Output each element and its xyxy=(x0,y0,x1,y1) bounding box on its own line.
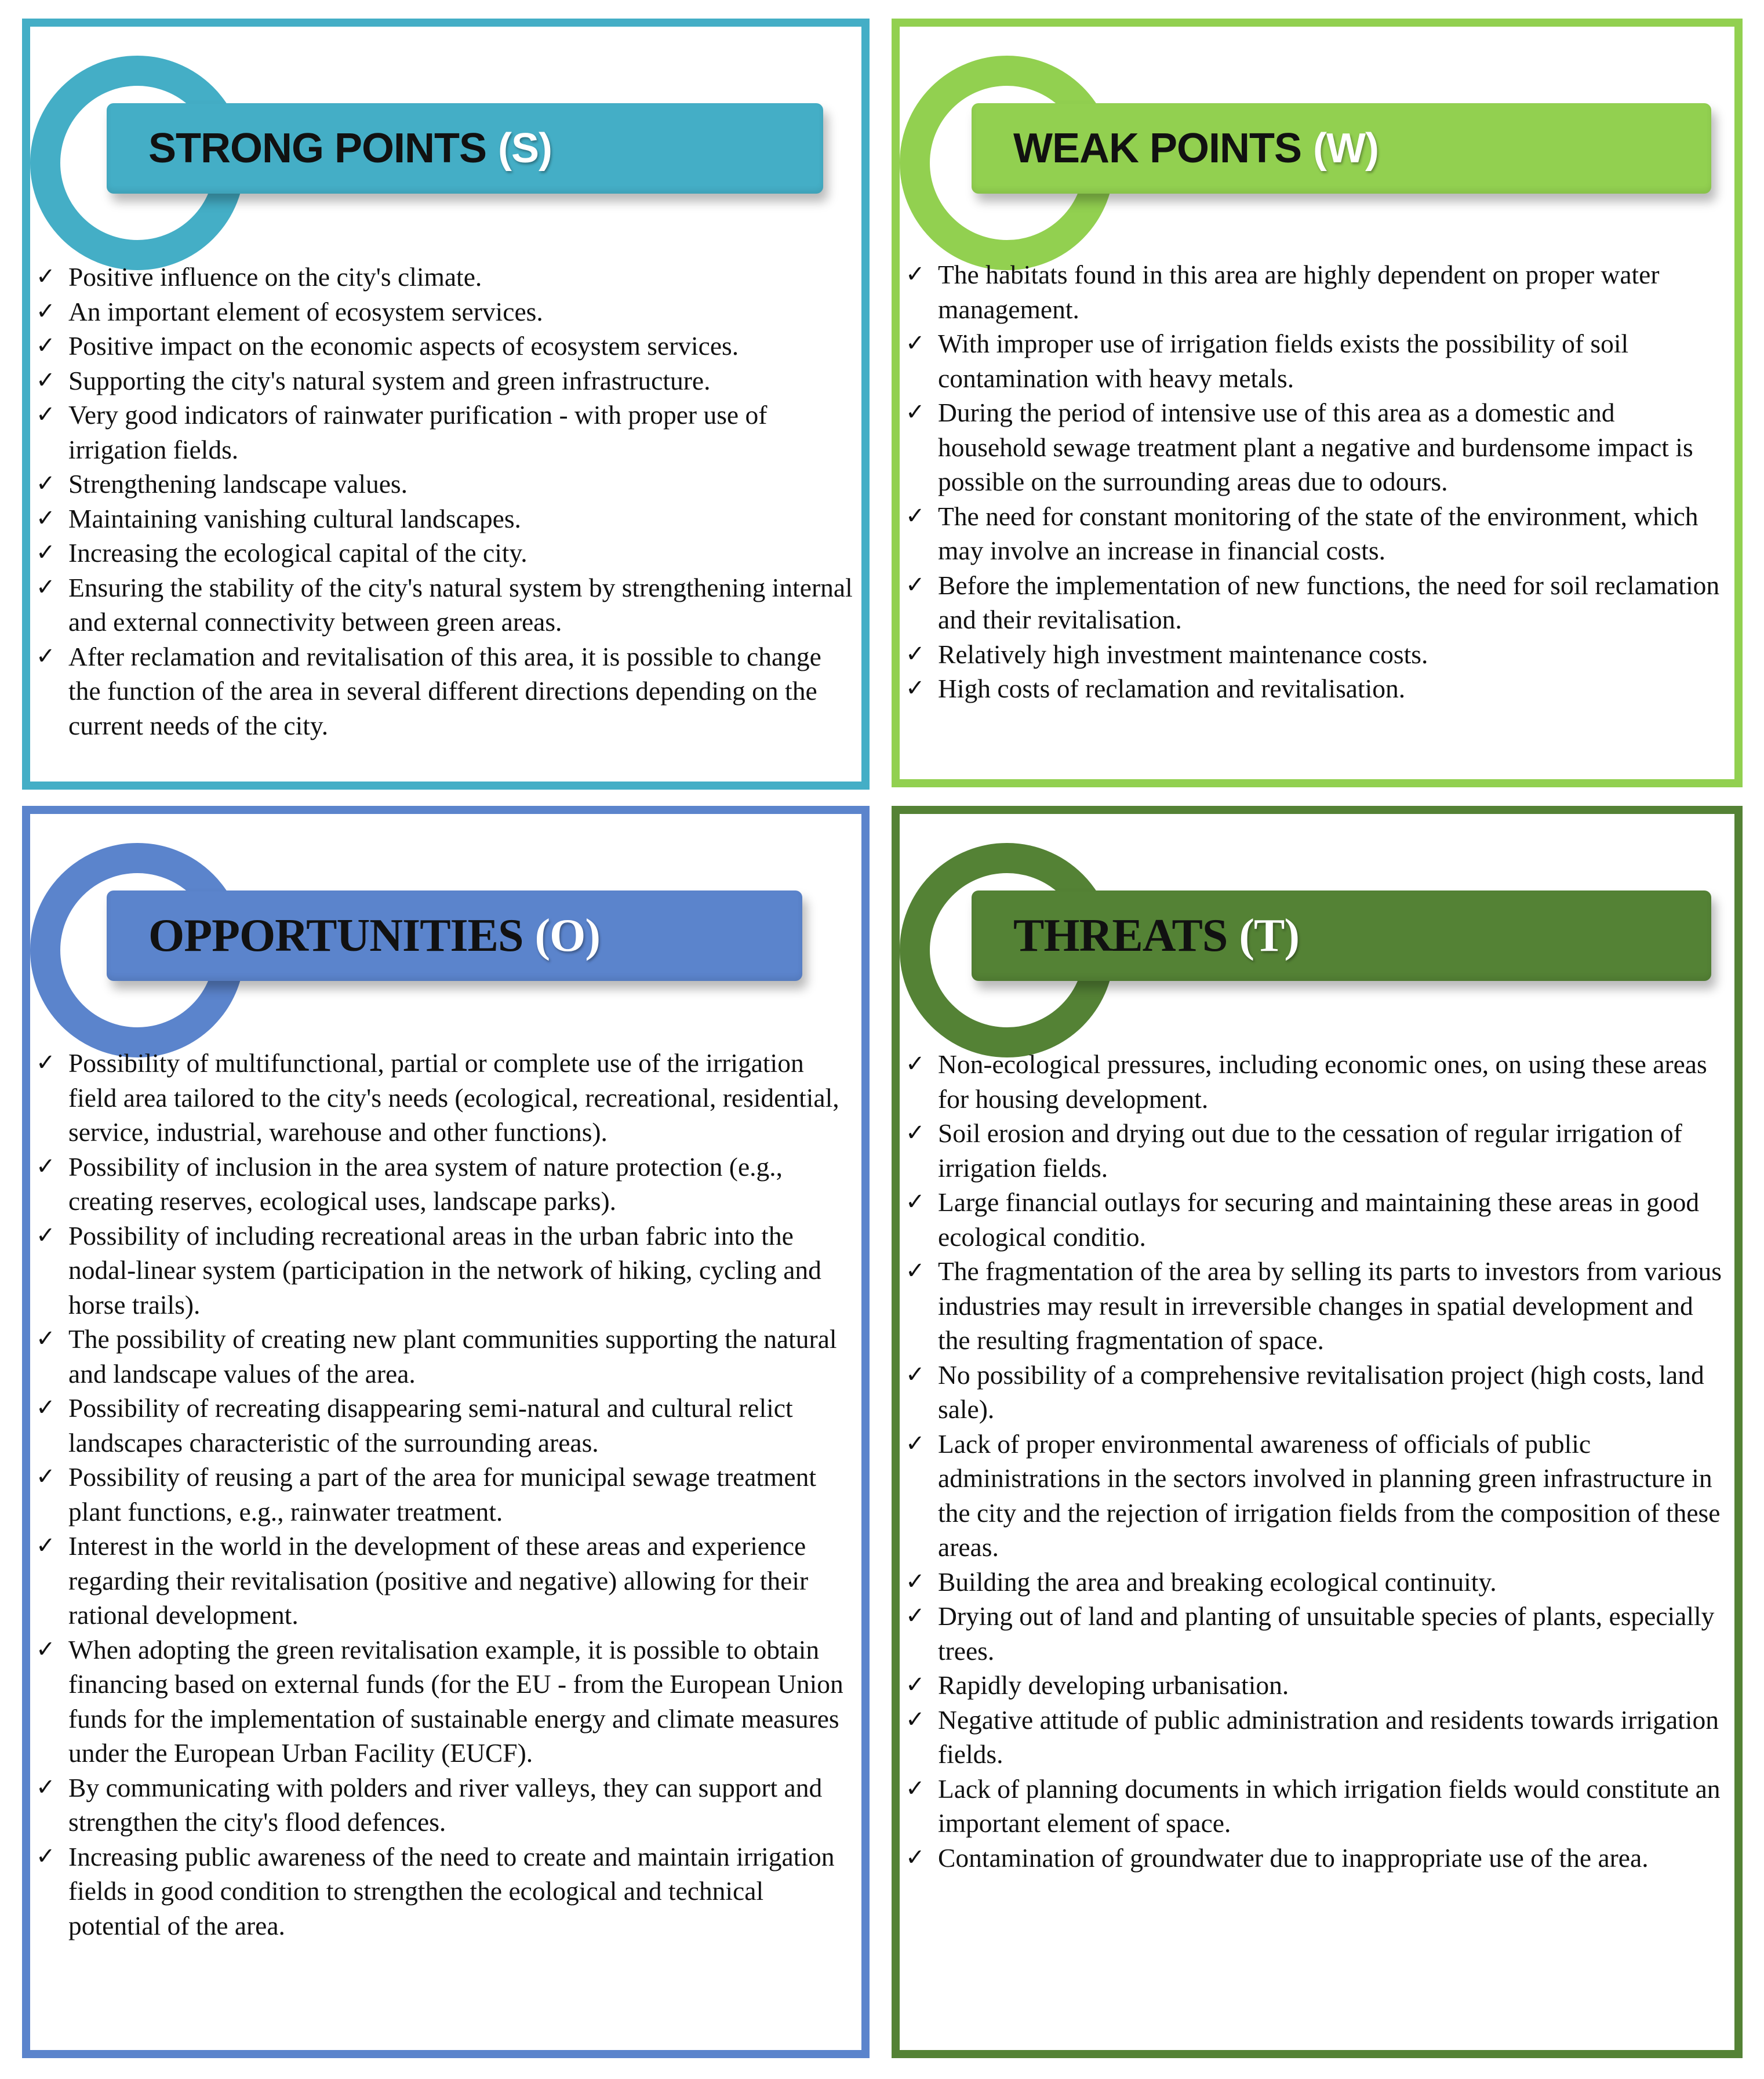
swot-panel-opportunities xyxy=(22,806,870,2058)
list-item-text: Soil erosion and drying out due to the cessation of regular irrigation of irrigation fields. xyxy=(938,1118,1682,1183)
list-item xyxy=(36,501,853,536)
list-item xyxy=(36,329,853,364)
list-item-text: Negative attitude of public administration and residents towards irrigation fields. xyxy=(938,1704,1719,1769)
list-item-text: Strengthening landscape values. xyxy=(68,469,408,499)
panel-title: OPPORTUNITIES xyxy=(148,910,523,961)
list-item xyxy=(36,1150,853,1219)
check-mark-icon: ✓ xyxy=(36,1049,56,1076)
swot-panel-strong-points xyxy=(22,19,870,790)
check-mark-icon: ✓ xyxy=(36,297,56,325)
check-mark-icon: ✓ xyxy=(905,502,925,529)
list-item xyxy=(905,1599,1726,1668)
list-item-text: Positive influence on the city's climate. xyxy=(68,262,482,292)
check-mark-icon: ✓ xyxy=(36,263,56,290)
check-mark-icon: ✓ xyxy=(36,642,56,670)
list-item-text: When adopting the green revitalisation example, it is possible to obtain financing based on external funds (for the EU - from the European Union funds for the implementation of sustainable energy and climate measures under the European Urban Facility (EUCF). xyxy=(68,1634,843,1768)
list-item xyxy=(36,364,853,398)
list-item xyxy=(36,1460,853,1529)
list-item-text: By communicating with polders and river valleys, they can support and strengthen the city's flood defences. xyxy=(68,1772,823,1837)
list-item xyxy=(36,295,853,329)
list-item xyxy=(905,326,1726,395)
panel-title-banner xyxy=(107,103,823,194)
check-mark-icon: ✓ xyxy=(905,1257,925,1284)
list-item xyxy=(36,1840,853,1943)
list-item xyxy=(905,395,1726,499)
swot-panel-weak-points xyxy=(892,19,1743,787)
list-item-text: Positive impact on the economic aspects of ecosystem services. xyxy=(68,331,739,361)
check-mark-icon: ✓ xyxy=(905,399,925,426)
list-item xyxy=(36,1529,853,1633)
check-mark-icon: ✓ xyxy=(905,1602,925,1629)
list-item-text: With improper use of irrigation fields exists the possibility of soil contamination with heavy metals. xyxy=(938,329,1629,393)
list-item xyxy=(905,1358,1726,1427)
check-mark-icon: ✓ xyxy=(905,1568,925,1595)
list-item-text: The possibility of creating new plant communities supporting the natural and landscape values of the area. xyxy=(68,1324,837,1389)
panel-title-banner xyxy=(107,891,802,981)
list-item-text: Supporting the city's natural system and green infrastructure. xyxy=(68,365,711,395)
list-item xyxy=(36,398,853,467)
list-item xyxy=(905,637,1726,672)
check-mark-icon: ✓ xyxy=(905,640,925,667)
check-mark-icon: ✓ xyxy=(905,571,925,598)
check-mark-icon: ✓ xyxy=(36,504,56,532)
list-item-text: Possibility of reusing a part of the area for municipal sewage treatment plant functions, e.g., rainwater treatment. xyxy=(68,1462,817,1526)
list-item-text: Ensuring the stability of the city's natural system by strengthening internal and external connectivity between green areas. xyxy=(68,572,853,637)
list-item-text: Possibility of multifunctional, partial or complete use of the irrigation field area tailored to the city's needs (ecological, recreational, residential, service, industrial, warehouse and other functions). xyxy=(68,1048,839,1147)
list-item xyxy=(905,1427,1726,1565)
check-mark-icon: ✓ xyxy=(905,675,925,702)
list-item xyxy=(905,1841,1726,1876)
list-item-text: After reclamation and revitalisation of this area, it is possible to change the function of the area in several different directions depending on the current needs of the city. xyxy=(68,641,821,740)
check-mark-icon: ✓ xyxy=(36,470,56,497)
list-item xyxy=(36,1046,853,1150)
list-item-text: Maintaining vanishing cultural landscapes. xyxy=(68,503,521,533)
list-item-text: Interest in the world in the development of these areas and experience regarding their revitalisation (positive and negative) allowing for their rational development. xyxy=(68,1531,809,1630)
list-item xyxy=(905,1185,1726,1254)
list-item xyxy=(905,1772,1726,1841)
item-list xyxy=(905,1047,1726,1875)
list-item xyxy=(36,1633,853,1771)
check-mark-icon: ✓ xyxy=(905,1844,925,1871)
list-item xyxy=(36,1322,853,1391)
list-item xyxy=(905,257,1726,326)
panel-letter: (O) xyxy=(534,910,601,961)
list-item-text: Rapidly developing urbanisation. xyxy=(938,1670,1289,1700)
list-item-text: Possibility of recreating disappearing semi-natural and cultural relict landscapes characteristic of the surrounding areas. xyxy=(68,1393,793,1458)
item-list xyxy=(36,1046,853,1943)
panel-title: THREATS xyxy=(1013,910,1228,961)
item-list xyxy=(36,260,853,743)
list-item-text: Building the area and breaking ecological continuity. xyxy=(938,1566,1497,1597)
list-item xyxy=(36,570,853,639)
check-mark-icon: ✓ xyxy=(36,1842,56,1870)
panel-letter: (T) xyxy=(1239,910,1300,961)
check-mark-icon: ✓ xyxy=(36,1394,56,1421)
list-item-text: Non-ecological pressures, including economic ones, on using these areas for housing development. xyxy=(938,1049,1707,1114)
list-item xyxy=(36,1391,853,1460)
list-item-text: The habitats found in this area are highly dependent on proper water management. xyxy=(938,260,1660,324)
list-item-text: The need for constant monitoring of the state of the environment, which may involve an increase in financial costs. xyxy=(938,501,1698,565)
list-item xyxy=(36,260,853,295)
list-item xyxy=(905,1703,1726,1772)
check-mark-icon: ✓ xyxy=(36,332,56,359)
list-item xyxy=(905,568,1726,637)
check-mark-icon: ✓ xyxy=(36,401,56,428)
check-mark-icon: ✓ xyxy=(36,1153,56,1180)
list-item-text: Possibility of including recreational areas in the urban fabric into the nodal-linear system (participation in the network of hiking, cycling and horse trails). xyxy=(68,1220,821,1320)
list-item-text: Relatively high investment maintenance costs. xyxy=(938,639,1428,669)
list-item-text: Increasing public awareness of the need to create and maintain irrigation fields in good condition to strengthen the ecological and technical potential of the area. xyxy=(68,1841,835,1940)
list-item-text: During the period of intensive use of this area as a domestic and household sewage treatment plant a negative and burdensome impact is possible on the surrounding areas due to odours. xyxy=(938,398,1693,496)
list-item xyxy=(905,1047,1726,1116)
item-list xyxy=(905,257,1726,706)
list-item xyxy=(905,1565,1726,1600)
check-mark-icon: ✓ xyxy=(905,1361,925,1388)
check-mark-icon: ✓ xyxy=(905,1188,925,1215)
list-item xyxy=(905,671,1726,706)
list-item-text: The fragmentation of the area by selling its parts to investors from various industries may result in irreversible changes in spatial development and the resulting fragmentation of space. xyxy=(938,1256,1722,1355)
list-item-text: Drying out of land and planting of unsuitable species of plants, especially trees. xyxy=(938,1601,1715,1666)
list-item-text: Possibility of inclusion in the area system of nature protection (e.g., creating reserves, ecological uses, landscape parks). xyxy=(68,1151,783,1216)
check-mark-icon: ✓ xyxy=(36,1532,56,1559)
check-mark-icon: ✓ xyxy=(36,539,56,566)
panel-letter: (W) xyxy=(1313,125,1379,172)
list-item xyxy=(905,1254,1726,1358)
check-mark-icon: ✓ xyxy=(36,1325,56,1352)
list-item-text: High costs of reclamation and revitalisation. xyxy=(938,674,1406,703)
panel-letter: (S) xyxy=(498,125,552,172)
list-item xyxy=(36,639,853,743)
list-item xyxy=(905,1668,1726,1703)
check-mark-icon: ✓ xyxy=(36,1463,56,1490)
list-item-text: Lack of proper environmental awareness of officials of public administrations in the sectors involved in planning green infrastructure in the city and the rejection of irrigation fields from the composition of these areas. xyxy=(938,1429,1721,1562)
check-mark-icon: ✓ xyxy=(905,1430,925,1457)
list-item-text: Contamination of groundwater due to inappropriate use of the area. xyxy=(938,1842,1649,1873)
list-item-text: An important element of ecosystem services. xyxy=(68,296,543,326)
list-item-text: Very good indicators of rainwater purification - with proper use of irrigation fields. xyxy=(68,400,768,464)
swot-panel-threats xyxy=(892,806,1743,2058)
check-mark-icon: ✓ xyxy=(905,1706,925,1733)
list-item xyxy=(36,536,853,570)
check-mark-icon: ✓ xyxy=(36,1773,56,1801)
panel-title-banner xyxy=(972,103,1711,194)
check-mark-icon: ✓ xyxy=(905,261,925,288)
check-mark-icon: ✓ xyxy=(905,1671,925,1698)
check-mark-icon: ✓ xyxy=(905,1775,925,1802)
check-mark-icon: ✓ xyxy=(36,1222,56,1249)
list-item-text: Before the implementation of new functions, the need for soil reclamation and their revitalisation. xyxy=(938,570,1720,634)
check-mark-icon: ✓ xyxy=(36,573,56,601)
check-mark-icon: ✓ xyxy=(36,366,56,394)
list-item xyxy=(905,499,1726,568)
check-mark-icon: ✓ xyxy=(36,1635,56,1663)
list-item xyxy=(36,467,853,501)
check-mark-icon: ✓ xyxy=(905,330,925,357)
list-item xyxy=(36,1771,853,1840)
panel-title: WEAK POINTS xyxy=(1013,125,1302,172)
list-item-text: Increasing the ecological capital of the city. xyxy=(68,538,528,568)
list-item xyxy=(36,1219,853,1322)
check-mark-icon: ✓ xyxy=(905,1120,925,1146)
list-item-text: Lack of planning documents in which irrigation fields would constitute an important element of space. xyxy=(938,1773,1721,1838)
panel-title: STRONG POINTS xyxy=(148,125,487,172)
list-item xyxy=(905,1116,1726,1185)
panel-title-banner xyxy=(972,891,1711,981)
list-item-text: Large financial outlays for securing and maintaining these areas in good ecological conditio. xyxy=(938,1187,1700,1252)
list-item-text: No possibility of a comprehensive revitalisation project (high costs, land sale). xyxy=(938,1360,1704,1424)
check-mark-icon: ✓ xyxy=(905,1051,925,1077)
